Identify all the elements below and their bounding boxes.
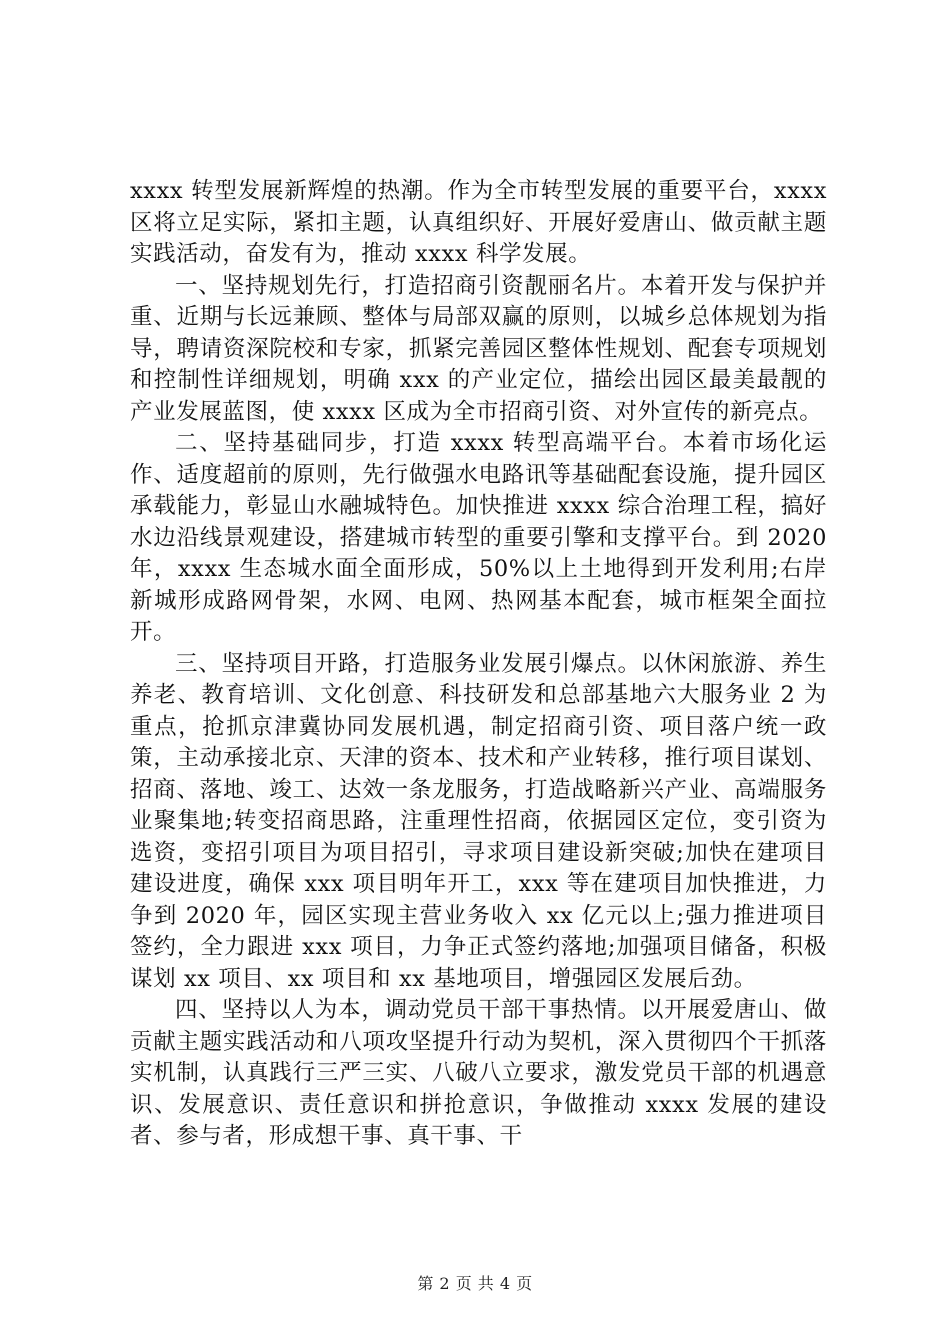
paragraph-4: 三、坚持项目开路，打造服务业发展引爆点。以休闲旅游、养生养老、教育培训、文化创意、科技研发和总部基地六大服务业 2 为重点，抢抓京津冀协同发展机遇，制定招商引资、项目落户统一政策，主动承接北京、天津的资本、技术和产业转移，推行项目谋划、招商、落地、竣工、达效一条龙服务，打造战略新兴产业、高端服务业聚集地;转变招商思路，注重理性招商，依据园区定位，变引资为选资，变招引项目为项目招引，寻求项目建设新突破;加快在建项目建设进度，确保 xxx 项目明年开工，xxx 等在建项目加快推进，力争到 2020 年，园区实现主营业务收入 xx 亿元以上;强力推进项目签约，全力跟进 xxx 项目，力争正式签约落地;加强项目储备，积极谋划 xx 项目、xx 项目和 xx 基地项目，增强园区发展后劲。 [130, 650, 827, 992]
paragraph-3: 二、坚持基础同步，打造 xxxx 转型高端平台。本着市场化运作、适度超前的原则，先行做强水电路讯等基础配套设施，提升园区承载能力，彰显山水融城特色。加快推进 xxxx 综合治理工程，搞好水边沿线景观建设，搭建城市转型的重要引擎和支撑平台。到 2020 年，xxxx 生态城水面全面形成，50%以上土地得到开发利用;右岸新城形成路网骨架，水网、电网、热网基本配套，城市框架全面拉开。 [130, 430, 827, 645]
paragraph-5: 四、坚持以人为本，调动党员干部干事热情。以开展爱唐山、做贡献主题实践活动和八项攻坚提升行动为契机，深入贯彻四个干抓落实机制，认真践行三严三实、八破八立要求，激发党员干部的机遇意识、发展意识、责任意识和拼抢意识，争做推动 xxxx 发展的建设者、参与者，形成想干事、真干事、干 [130, 997, 827, 1149]
paragraph-1: xxxx 转型发展新辉煌的热潮。作为全市转型发展的重要平台，xxxx 区将立足实际，紧扣主题，认真组织好、开展好爱唐山、做贡献主题实践活动，奋发有为，推动 xxxx 科学发展。 [130, 178, 827, 267]
page-footer: 第 2 页 共 4 页 [417, 1274, 533, 1293]
document-body [130, 176, 827, 1153]
paragraph-2: 一、坚持规划先行，打造招商引资靓丽名片。本着开发与保护并重、近期与长远兼顾、整体与局部双赢的原则，以城乡总体规划为指导，聘请资深院校和专家，抓紧完善园区整体性规划、配套专项规划和控制性详细规划，明确 xxx 的产业定位，描绘出园区最美最靓的产业发展蓝图，使 xxxx 区成为全市招商引资、对外宣传的新亮点。 [130, 272, 827, 425]
